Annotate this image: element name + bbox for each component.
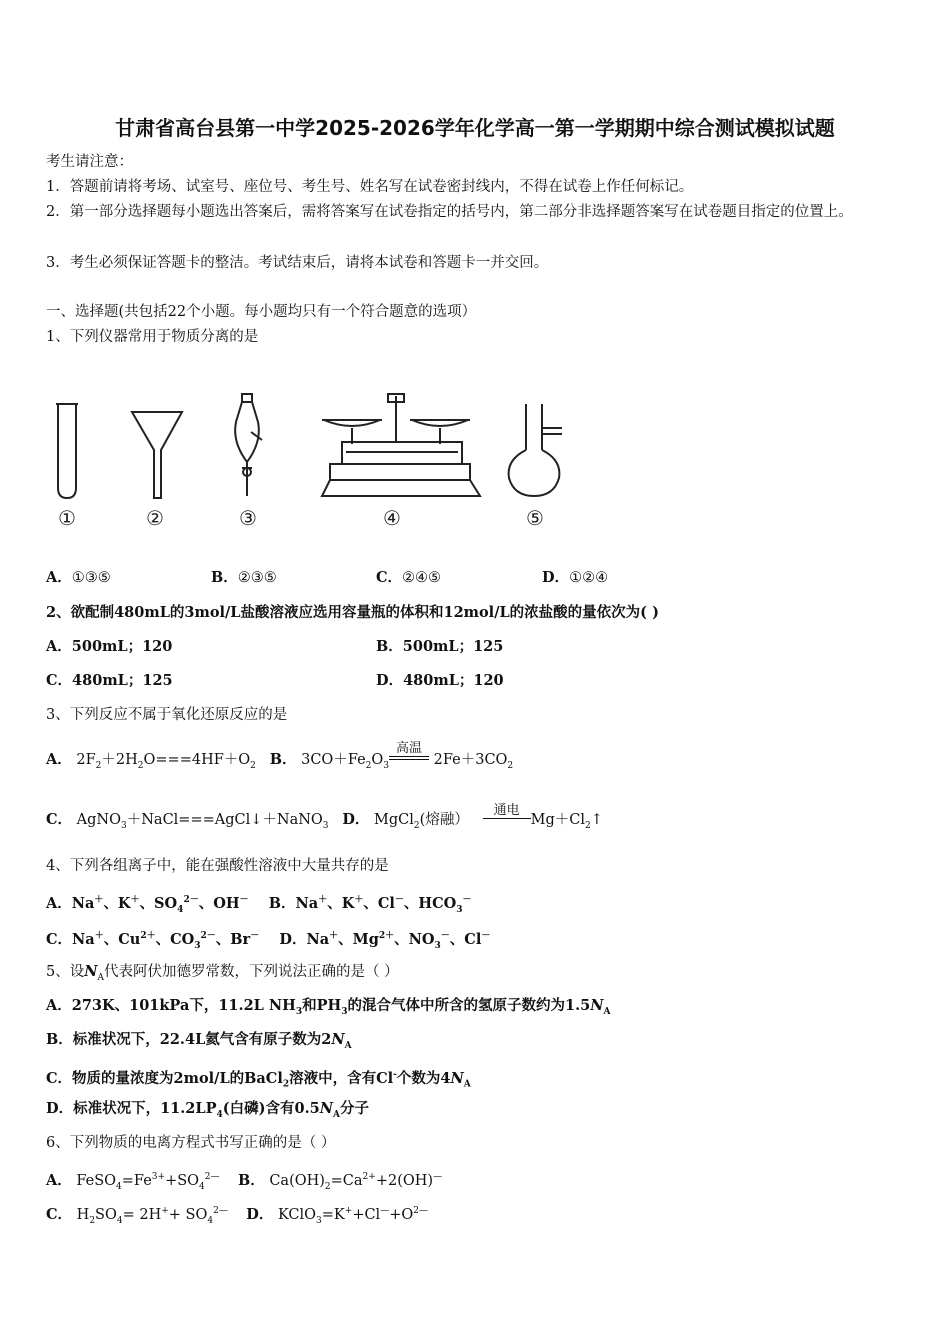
option-text: 分子: [339, 1100, 369, 1117]
q2-option-a[interactable]: [46, 637, 172, 657]
option-text: ②③⑤: [237, 570, 277, 586]
q3-c-equation: AgNO$_3$＋NaCl===AgCl↓＋NaNO$_3$: [76, 812, 329, 831]
q2-option-d[interactable]: [376, 671, 504, 691]
separatory-funnel-icon: [235, 394, 262, 496]
label-2: ②: [146, 506, 164, 530]
option-key: D．: [542, 569, 570, 586]
option-text: C．物质的量浓度为2mol/L的BaCl: [46, 1069, 283, 1087]
option-key: D．: [246, 1205, 274, 1223]
option-key: D．: [279, 930, 307, 948]
notice-item-3: 3．考生必须保证答题卡的整洁。考试结束后，请将本试卷和答题卡一并交回。: [46, 255, 549, 271]
option-key: C．: [46, 930, 73, 948]
section-heading: 一、选择题(共包括22个小题。每小题均只有一个符合题意的选项）: [46, 304, 477, 320]
option-text: 溶液中，含有Cl: [289, 1069, 394, 1087]
q1-stem: 1、下列仪器常用于物质分离的是: [46, 329, 259, 345]
q6-a-equation: $FeSO_4=Fe^{3+}+SO_4^{2—}$: [76, 1172, 220, 1192]
option-key: C．: [46, 672, 73, 689]
option-text: 480mL；120: [403, 672, 504, 689]
q6-c-equation: $H_2SO_4= 2H^++ SO_4^{2—}$: [76, 1206, 228, 1226]
label-3: ③: [239, 506, 257, 530]
q4-b-ions: Na＋、K＋、Cl－、$HCO_3^-$: [295, 894, 472, 915]
option-key: A．: [46, 638, 72, 655]
option-key: C．: [376, 569, 403, 586]
q1-option-a[interactable]: [46, 568, 111, 588]
q4-options-cd[interactable]: [46, 926, 490, 956]
q4-d-ions: Na＋、$Mg^{2+}$、$NO_3^-$、Cl－: [306, 930, 491, 951]
reaction-condition: 通电: [493, 802, 520, 818]
test-tube-icon: [58, 404, 76, 498]
q3-stem: 3、下列反应不属于氧化还原反应的是: [46, 707, 288, 723]
option-text: 个数为4: [396, 1069, 451, 1087]
option-text: A．273K、101kPa下，11.2L NH: [46, 997, 296, 1014]
q2-option-b[interactable]: [376, 637, 503, 657]
q1-option-c[interactable]: [376, 568, 441, 588]
q5-option-a[interactable]: A．273K、101kPa下，11.2L $NH_3$和$PH_3$的混合气体中所含的氢原子数约为$1.5N_A$: [46, 997, 611, 1017]
q5-option-b[interactable]: B．标准状况下，22.4L氦气含有原子数为$2N_A$: [46, 1031, 352, 1051]
option-text: B．标准状况下，22.4L氦气含有原子数为2: [46, 1031, 332, 1048]
option-key: B．: [237, 1171, 265, 1189]
q6-options-cd[interactable]: [46, 1201, 428, 1231]
q3-b-equation: $3CO+Fe_2O_3$ 高温 $2Fe+3CO_2$: [301, 741, 514, 771]
q3-options-ab[interactable]: [46, 741, 514, 776]
option-text: 和PH: [302, 997, 342, 1014]
q1-option-d[interactable]: [542, 568, 608, 588]
q4-c-ions: Na＋、$Cu^{2+}$、$CO_3^{2-}$、Br－: [72, 930, 260, 951]
option-text: (白磷)含有0.5: [222, 1100, 320, 1117]
label-4: ④: [383, 506, 401, 530]
option-key: A．: [46, 751, 72, 768]
option-key: A．: [46, 894, 72, 912]
q3-options-cd[interactable]: [46, 802, 603, 836]
balance-icon: [322, 394, 480, 496]
q3-a-equation: $2F_2+2H_2O===4HF+O_2$: [76, 752, 256, 771]
option-key: A．: [46, 1171, 72, 1189]
melt-note: (熔融）: [419, 812, 469, 828]
q2-stem: 2、欲配制480mL的3mol/L盐酸溶液应选用容量瓶的体积和12mol/L的浓盐酸的量依次为( ): [46, 604, 659, 621]
distillation-flask-icon: [509, 404, 562, 496]
notice-item-2: 2．第一部分选择题每小题选出答案后，需将答案写在试卷指定的括号内，第二部分非选择题答案写在试卷题目指定的位置上。: [46, 204, 853, 220]
label-1: ①: [58, 506, 76, 530]
option-key: B．: [269, 751, 297, 768]
page-title: 甘肃省高台县第一中学2025-2026学年化学高一第一学期期中综合测试模拟试题: [115, 116, 835, 140]
q3-d-equation: MgCl$_2$(熔融） 通电 $Mg+Cl_2↑$: [374, 802, 603, 831]
option-key: B．: [211, 569, 238, 586]
reaction-condition: 高温: [396, 741, 423, 756]
q4-stem: 4、下列各组离子中，能在强酸性溶液中大量共存的是: [46, 858, 389, 874]
q5-option-c[interactable]: C．物质的量浓度为2mol/L的BaCl$_2$溶液中，含有Cl-个数为$4N_A$: [46, 1069, 471, 1090]
option-text: 的混合气体中所含的氢原子数约为1.5: [347, 997, 591, 1014]
q6-stem: 6、下列物质的电离方程式书写正确的是（ ）: [46, 1135, 336, 1151]
label-5: ⑤: [526, 506, 544, 530]
q6-d-equation: $KClO_3=K^++Cl^—+O^{2—}$: [277, 1206, 428, 1226]
option-key: C．: [46, 811, 73, 828]
option-key: D．: [342, 811, 370, 828]
q6-b-equation: $Ca(OH)_2=Ca^{2+}+2(OH)^—$: [269, 1172, 443, 1192]
q6-options-ab[interactable]: [46, 1167, 442, 1197]
q2-option-c[interactable]: [46, 671, 173, 691]
option-key: B．: [376, 638, 403, 655]
q5-stem: 5、设$N_A$代表阿伏加德罗常数，下列说法正确的是（ ）: [46, 963, 399, 983]
option-key: B．: [268, 894, 296, 912]
stem-part: 5、设: [46, 964, 85, 980]
q1-apparatus-figure: [46, 392, 576, 537]
apparatus-drawing: [46, 392, 576, 537]
option-key: D．: [376, 672, 404, 689]
q1-option-b[interactable]: [211, 568, 277, 588]
q4-options-ab[interactable]: [46, 890, 472, 920]
option-text: 500mL；120: [71, 638, 173, 655]
option-text: D．标准状况下，11.2LP: [46, 1100, 217, 1117]
funnel-icon: [132, 412, 182, 498]
option-text: ①②④: [569, 570, 609, 586]
q4-a-ions: Na＋、K＋、$SO_4^{2-}$、OH－: [71, 894, 249, 915]
option-text: 480mL；125: [72, 672, 173, 689]
q5-option-d[interactable]: D．标准状况下，$11.2LP_4$(白磷)含有$0.5N_A$分子: [46, 1100, 369, 1120]
option-text: ①③⑤: [71, 570, 111, 586]
option-key: A．: [46, 569, 72, 586]
option-key: C．: [46, 1205, 73, 1223]
notice-item-1: 1．答题前请将考场、试室号、座位号、考生号、姓名写在试卷密封线内，不得在试卷上作任何标记。: [46, 179, 694, 195]
stem-part: 代表阿伏加德罗常数，下列说法正确的是（ ）: [104, 964, 399, 980]
option-text: ②④⑤: [402, 570, 442, 586]
option-text: 500mL；125: [402, 638, 504, 655]
notice-heading: 考生请注意：: [46, 154, 133, 170]
